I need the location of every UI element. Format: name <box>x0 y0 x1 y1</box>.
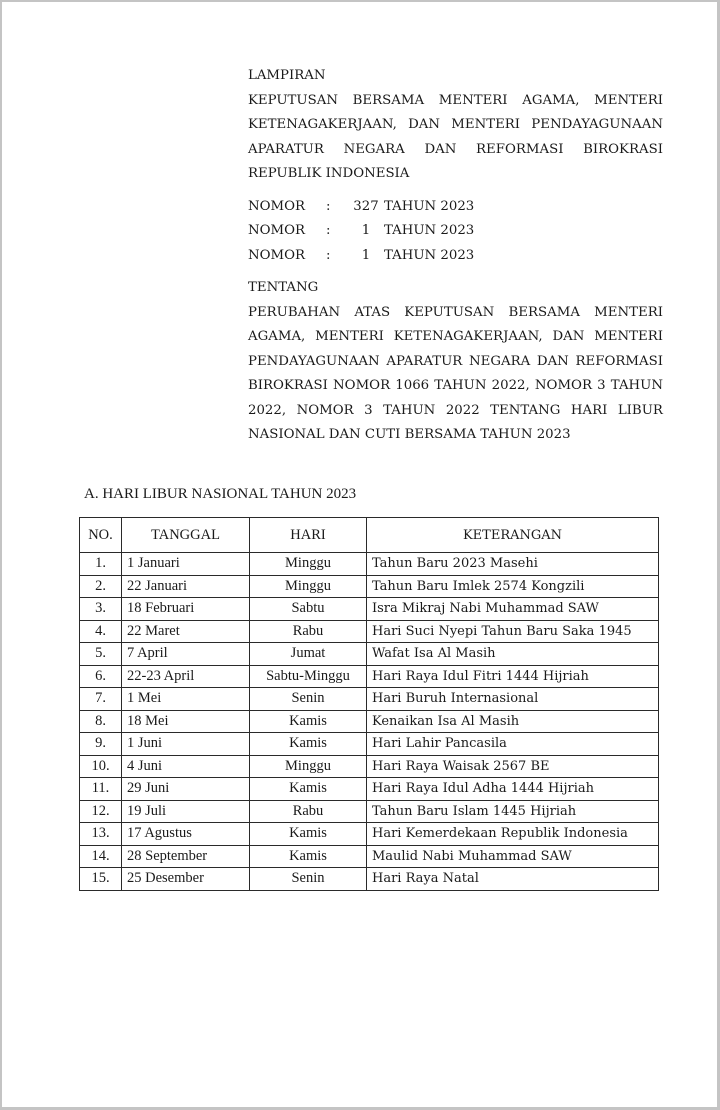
nomor-label: NOMOR <box>248 198 306 214</box>
word: KEPUTUSAN <box>404 304 495 320</box>
decree-subject-line <box>248 399 663 424</box>
word: PERUBAHAN <box>248 304 341 320</box>
cell-tanggal: 22-23 April <box>122 665 250 688</box>
document-page <box>2 2 717 1107</box>
word: KETENAGAKERJAAN, <box>248 117 397 132</box>
word: DAN <box>536 353 569 369</box>
cell-no: 12. <box>80 800 122 823</box>
cell-hari: Minggu <box>250 553 367 576</box>
nomor-line <box>248 195 663 220</box>
cell-no: 8. <box>80 710 122 733</box>
cell-hari: Kamis <box>250 845 367 868</box>
cell-no: 1. <box>80 553 122 576</box>
decree-title-line <box>248 89 663 114</box>
cell-tanggal: 1 Januari <box>122 553 250 576</box>
cell-no: 9. <box>80 733 122 756</box>
cell-no: 14. <box>80 845 122 868</box>
word: PENDAYAGUNAAN <box>248 353 380 369</box>
word: LIBUR <box>617 402 663 418</box>
cell-no: 2. <box>80 575 122 598</box>
nomor-year: TAHUN 2023 <box>384 223 475 238</box>
cell-tanggal: 25 Desember <box>122 868 250 891</box>
decree-subject-line <box>248 350 663 375</box>
word: BIROKRASI <box>248 378 328 393</box>
col-header-hari: HARI <box>250 518 367 553</box>
nomor-number: 1 <box>361 223 371 238</box>
word: 3 <box>597 378 606 393</box>
col-header-tanggal: TANGGAL <box>122 518 250 553</box>
attachment-header <box>248 64 663 448</box>
word: MENTERI <box>451 117 521 132</box>
word: REFORMASI <box>476 141 564 157</box>
table-row <box>80 800 659 823</box>
cell-tanggal: 18 Februari <box>122 598 250 621</box>
cell-keterangan: Maulid Nabi Muhammad SAW <box>367 845 659 868</box>
cell-no: 11. <box>80 778 122 801</box>
decree-subject-line <box>248 325 663 350</box>
word: BERSAMA <box>508 304 580 320</box>
nomor-number: 327 <box>353 198 379 214</box>
table-row <box>80 553 659 576</box>
word: TAHUN <box>610 378 663 393</box>
cell-no: 10. <box>80 755 122 778</box>
nomor-year: TAHUN 2023 <box>384 198 475 214</box>
table-row <box>80 845 659 868</box>
table-row <box>80 598 659 621</box>
cell-hari: Sabtu <box>250 598 367 621</box>
word: PENDAYAGUNAAN <box>531 117 663 132</box>
word: DAN <box>424 141 457 157</box>
table-row <box>80 688 659 711</box>
nomor-line <box>248 219 663 244</box>
cell-hari: Kamis <box>250 778 367 801</box>
word: APARATUR <box>386 353 463 369</box>
cell-hari: Sabtu-Minggu <box>250 665 367 688</box>
word: 2022, <box>491 378 530 393</box>
decree-title-line <box>248 138 663 163</box>
cell-tanggal: 1 Mei <box>122 688 250 711</box>
cell-hari: Minggu <box>250 755 367 778</box>
word: MENTERI <box>438 92 508 108</box>
tentang-label: TENTANG <box>248 280 319 295</box>
cell-no: 15. <box>80 868 122 891</box>
word: AGAMA, <box>248 329 306 344</box>
table-row <box>80 755 659 778</box>
cell-tanggal: 4 Juni <box>122 755 250 778</box>
cell-hari: Rabu <box>250 800 367 823</box>
nomor-label: NOMOR <box>248 247 306 263</box>
table-row <box>80 665 659 688</box>
cell-hari: Senin <box>250 868 367 891</box>
cell-no: 3. <box>80 598 122 621</box>
col-header-no: NO. <box>80 518 122 553</box>
word: MENTERI <box>594 304 663 320</box>
cell-keterangan: Tahun Baru Imlek 2574 Kongzili <box>367 575 659 598</box>
nomor-label: NOMOR <box>248 223 306 238</box>
word: 2022, <box>248 402 287 418</box>
holiday-table <box>79 517 659 891</box>
word: 1066 <box>395 378 430 393</box>
cell-tanggal: 29 Juni <box>122 778 250 801</box>
cell-keterangan: Wafat Isa Al Masih <box>367 643 659 666</box>
cell-keterangan: Isra Mikraj Nabi Muhammad SAW <box>367 598 659 621</box>
word: DAN <box>552 329 585 344</box>
cell-tanggal: 18 Mei <box>122 710 250 733</box>
table-row <box>80 620 659 643</box>
cell-no: 5. <box>80 643 122 666</box>
decree-numbers <box>248 195 663 269</box>
cell-keterangan: Kenaikan Isa Al Masih <box>367 710 659 733</box>
word: NEGARA <box>343 141 405 157</box>
cell-tanggal: 7 April <box>122 643 250 666</box>
word: MENTERI <box>594 92 663 108</box>
cell-tanggal: 28 September <box>122 845 250 868</box>
word: HARI <box>570 402 608 418</box>
decree-title-last: REPUBLIK INDONESIA <box>248 166 410 181</box>
nomor-year: TAHUN 2023 <box>384 247 475 263</box>
cell-keterangan: Hari Kemerdekaan Republik Indonesia <box>367 823 659 846</box>
decree-title <box>248 89 663 163</box>
cell-keterangan: Tahun Baru Islam 1445 Hijriah <box>367 800 659 823</box>
word: NOMOR <box>534 378 592 393</box>
word: KETENAGAKERJAAN, <box>393 329 543 344</box>
cell-keterangan: Hari Buruh Internasional <box>367 688 659 711</box>
nomor-colon: : <box>326 247 331 263</box>
cell-tanggal: 1 Juni <box>122 733 250 756</box>
cell-no: 13. <box>80 823 122 846</box>
cell-keterangan: Hari Suci Nyepi Tahun Baru Saka 1945 <box>367 620 659 643</box>
word: TAHUN <box>434 378 487 393</box>
word: KEPUTUSAN <box>248 92 338 108</box>
cell-keterangan: Hari Raya Waisak 2567 BE <box>367 755 659 778</box>
nomor-line <box>248 244 663 269</box>
cell-hari: Kamis <box>250 823 367 846</box>
cell-no: 6. <box>80 665 122 688</box>
word: AGAMA, <box>522 92 580 108</box>
nomor-colon: : <box>326 198 331 214</box>
cell-keterangan: Hari Raya Natal <box>367 868 659 891</box>
word: ATAS <box>354 304 391 320</box>
word: 2022 <box>445 402 480 418</box>
table-row <box>80 643 659 666</box>
word: MENTERI <box>315 329 384 344</box>
table-header-row <box>80 518 659 553</box>
word: NOMOR <box>333 378 391 393</box>
nomor-colon: : <box>326 223 331 238</box>
table-row <box>80 868 659 891</box>
cell-no: 4. <box>80 620 122 643</box>
cell-hari: Senin <box>250 688 367 711</box>
cell-tanggal: 19 Juli <box>122 800 250 823</box>
cell-hari: Kamis <box>250 733 367 756</box>
cell-hari: Jumat <box>250 643 367 666</box>
word: MENTERI <box>594 329 663 344</box>
table-row <box>80 823 659 846</box>
decree-title-line <box>248 113 663 138</box>
word: APARATUR <box>248 141 324 157</box>
table-row <box>80 710 659 733</box>
decree-subject-line <box>248 374 663 399</box>
word: 3 <box>364 402 373 418</box>
cell-tanggal: 22 Maret <box>122 620 250 643</box>
col-header-keterangan: KETERANGAN <box>367 518 659 553</box>
cell-hari: Kamis <box>250 710 367 733</box>
decree-subject-line <box>248 301 663 326</box>
word: DAN <box>408 117 441 132</box>
decree-subject <box>248 301 663 424</box>
word: TAHUN <box>383 402 436 418</box>
word: BERSAMA <box>352 92 425 108</box>
table-row <box>80 778 659 801</box>
cell-tanggal: 22 Januari <box>122 575 250 598</box>
nomor-number: 1 <box>361 247 371 263</box>
lampiran-label: LAMPIRAN <box>248 68 326 83</box>
word: NEGARA <box>469 353 531 369</box>
cell-keterangan: Hari Lahir Pancasila <box>367 733 659 756</box>
word: REFORMASI <box>575 353 663 369</box>
section-title: A. HARI LIBUR NASIONAL TAHUN 2023 <box>84 486 357 502</box>
cell-hari: Rabu <box>250 620 367 643</box>
word: TENTANG <box>490 402 561 418</box>
word: BIROKRASI <box>583 141 663 157</box>
cell-tanggal: 17 Agustus <box>122 823 250 846</box>
cell-keterangan: Tahun Baru 2023 Masehi <box>367 553 659 576</box>
decree-subject-last: NASIONAL DAN CUTI BERSAMA TAHUN 2023 <box>248 427 571 442</box>
cell-hari: Minggu <box>250 575 367 598</box>
word: NOMOR <box>296 402 354 418</box>
cell-no: 7. <box>80 688 122 711</box>
cell-keterangan: Hari Raya Idul Fitri 1444 Hijriah <box>367 665 659 688</box>
table-row <box>80 733 659 756</box>
table-row <box>80 575 659 598</box>
cell-keterangan: Hari Raya Idul Adha 1444 Hijriah <box>367 778 659 801</box>
